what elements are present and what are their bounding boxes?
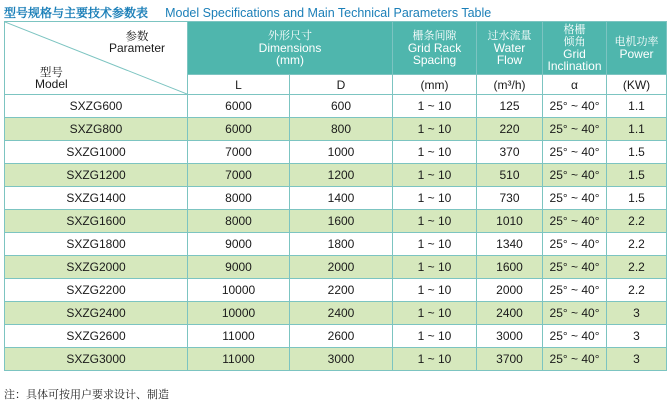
model-label: 型号 Model — [35, 65, 68, 91]
spec-table — [4, 21, 667, 371]
spacing-cell: 1 ~ 10 — [393, 141, 477, 164]
parameter-label: 参数 Parameter — [108, 29, 165, 55]
flow-cell: 220 — [477, 118, 543, 141]
length-cell: 9000 — [188, 256, 290, 279]
table-row — [5, 279, 667, 302]
model-cell: SXZG2600 — [5, 325, 188, 348]
table-title — [4, 2, 491, 18]
table-row — [5, 348, 667, 371]
model-cell: SXZG1400 — [5, 187, 188, 210]
grid-rack-spacing-header: 栅条间隙 Grid Rack Spacing — [393, 22, 477, 75]
depth-cell: 600 — [290, 95, 393, 118]
inclination-cell: 25° ~ 40° — [543, 210, 607, 233]
water-flow-header: 过水流量 Water Flow — [477, 22, 543, 75]
depth-cell: 3000 — [290, 348, 393, 371]
model-cell: SXZG2400 — [5, 302, 188, 325]
title-chinese: 型号规格与主要技术参数表 — [4, 6, 149, 20]
inclination-cell: 25° ~ 40° — [543, 256, 607, 279]
flow-cell: 1600 — [477, 256, 543, 279]
inclination-unit: α — [543, 75, 607, 95]
inclination-cell: 25° ~ 40° — [543, 233, 607, 256]
depth-cell: 1000 — [290, 141, 393, 164]
model-cell: SXZG1200 — [5, 164, 188, 187]
depth-cell: 1400 — [290, 187, 393, 210]
inclination-cell: 25° ~ 40° — [543, 141, 607, 164]
table-row — [5, 95, 667, 118]
table-row — [5, 164, 667, 187]
model-cell: SXZG600 — [5, 95, 188, 118]
model-cell: SXZG2200 — [5, 279, 188, 302]
depth-subheader: D — [290, 75, 393, 95]
length-cell: 7000 — [188, 141, 290, 164]
depth-cell: 800 — [290, 118, 393, 141]
grid-inclination-header: 格栅 倾角 Grid Inclination — [543, 22, 607, 75]
flow-cell: 2400 — [477, 302, 543, 325]
spacing-cell: 1 ~ 10 — [393, 95, 477, 118]
power-cell: 3 — [607, 302, 667, 325]
spacing-cell: 1 ~ 10 — [393, 187, 477, 210]
spacing-cell: 1 ~ 10 — [393, 256, 477, 279]
depth-cell: 1600 — [290, 210, 393, 233]
inclination-cell: 25° ~ 40° — [543, 325, 607, 348]
power-cell: 2.2 — [607, 256, 667, 279]
footnote: 注：具体可按用户要求设计、制造 — [4, 388, 169, 401]
table-row — [5, 256, 667, 279]
power-cell: 1.5 — [607, 187, 667, 210]
spacing-cell: 1 ~ 10 — [393, 325, 477, 348]
model-cell: SXZG3000 — [5, 348, 188, 371]
inclination-cell: 25° ~ 40° — [543, 279, 607, 302]
inclination-cell: 25° ~ 40° — [543, 348, 607, 371]
model-cell: SXZG2000 — [5, 256, 188, 279]
model-cell: SXZG1000 — [5, 141, 188, 164]
length-cell: 11000 — [188, 325, 290, 348]
header-row-main — [5, 22, 667, 75]
depth-cell: 1800 — [290, 233, 393, 256]
inclination-cell: 25° ~ 40° — [543, 95, 607, 118]
length-cell: 10000 — [188, 302, 290, 325]
spacing-cell: 1 ~ 10 — [393, 279, 477, 302]
spacing-unit: (mm) — [393, 75, 477, 95]
table-row — [5, 302, 667, 325]
flow-cell: 2000 — [477, 279, 543, 302]
depth-cell: 2000 — [290, 256, 393, 279]
power-cell: 1.1 — [607, 95, 667, 118]
power-cell: 1.5 — [607, 141, 667, 164]
power-cell: 3 — [607, 325, 667, 348]
power-cell: 2.2 — [607, 210, 667, 233]
depth-cell: 2600 — [290, 325, 393, 348]
spacing-cell: 1 ~ 10 — [393, 233, 477, 256]
length-cell: 8000 — [188, 210, 290, 233]
flow-cell: 1010 — [477, 210, 543, 233]
power-cell: 1.5 — [607, 164, 667, 187]
spacing-cell: 1 ~ 10 — [393, 210, 477, 233]
power-cell: 2.2 — [607, 233, 667, 256]
title-english: Model Specifications and Main Technical Parameters Table — [165, 6, 492, 20]
power-header: 电机功率 Power — [607, 22, 667, 75]
flow-cell: 125 — [477, 95, 543, 118]
power-cell: 2.2 — [607, 279, 667, 302]
spacing-cell: 1 ~ 10 — [393, 118, 477, 141]
flow-cell: 370 — [477, 141, 543, 164]
flow-cell: 3700 — [477, 348, 543, 371]
table-row — [5, 210, 667, 233]
table-row — [5, 187, 667, 210]
model-cell: SXZG800 — [5, 118, 188, 141]
length-cell: 8000 — [188, 187, 290, 210]
model-cell: SXZG1600 — [5, 210, 188, 233]
length-cell: 6000 — [188, 95, 290, 118]
length-cell: 11000 — [188, 348, 290, 371]
spacing-cell: 1 ~ 10 — [393, 164, 477, 187]
power-cell: 1.1 — [607, 118, 667, 141]
power-cell: 3 — [607, 348, 667, 371]
spacing-cell: 1 ~ 10 — [393, 302, 477, 325]
depth-cell: 1200 — [290, 164, 393, 187]
flow-cell: 3000 — [477, 325, 543, 348]
dimensions-header: 外形尺寸 Dimensions (mm) — [188, 22, 393, 75]
spacing-cell: 1 ~ 10 — [393, 348, 477, 371]
length-cell: 7000 — [188, 164, 290, 187]
flow-cell: 510 — [477, 164, 543, 187]
power-unit: (KW) — [607, 75, 667, 95]
table-row — [5, 233, 667, 256]
model-cell: SXZG1800 — [5, 233, 188, 256]
depth-cell: 2200 — [290, 279, 393, 302]
flow-cell: 730 — [477, 187, 543, 210]
flow-unit: (m³/h) — [477, 75, 543, 95]
table-row — [5, 118, 667, 141]
depth-cell: 2400 — [290, 302, 393, 325]
flow-cell: 1340 — [477, 233, 543, 256]
spec-table-body — [5, 95, 667, 371]
inclination-cell: 25° ~ 40° — [543, 187, 607, 210]
length-subheader: L — [188, 75, 290, 95]
inclination-cell: 25° ~ 40° — [543, 302, 607, 325]
param-model-header — [5, 22, 188, 95]
length-cell: 10000 — [188, 279, 290, 302]
length-cell: 9000 — [188, 233, 290, 256]
inclination-cell: 25° ~ 40° — [543, 164, 607, 187]
length-cell: 6000 — [188, 118, 290, 141]
table-row — [5, 141, 667, 164]
table-row — [5, 325, 667, 348]
inclination-cell: 25° ~ 40° — [543, 118, 607, 141]
